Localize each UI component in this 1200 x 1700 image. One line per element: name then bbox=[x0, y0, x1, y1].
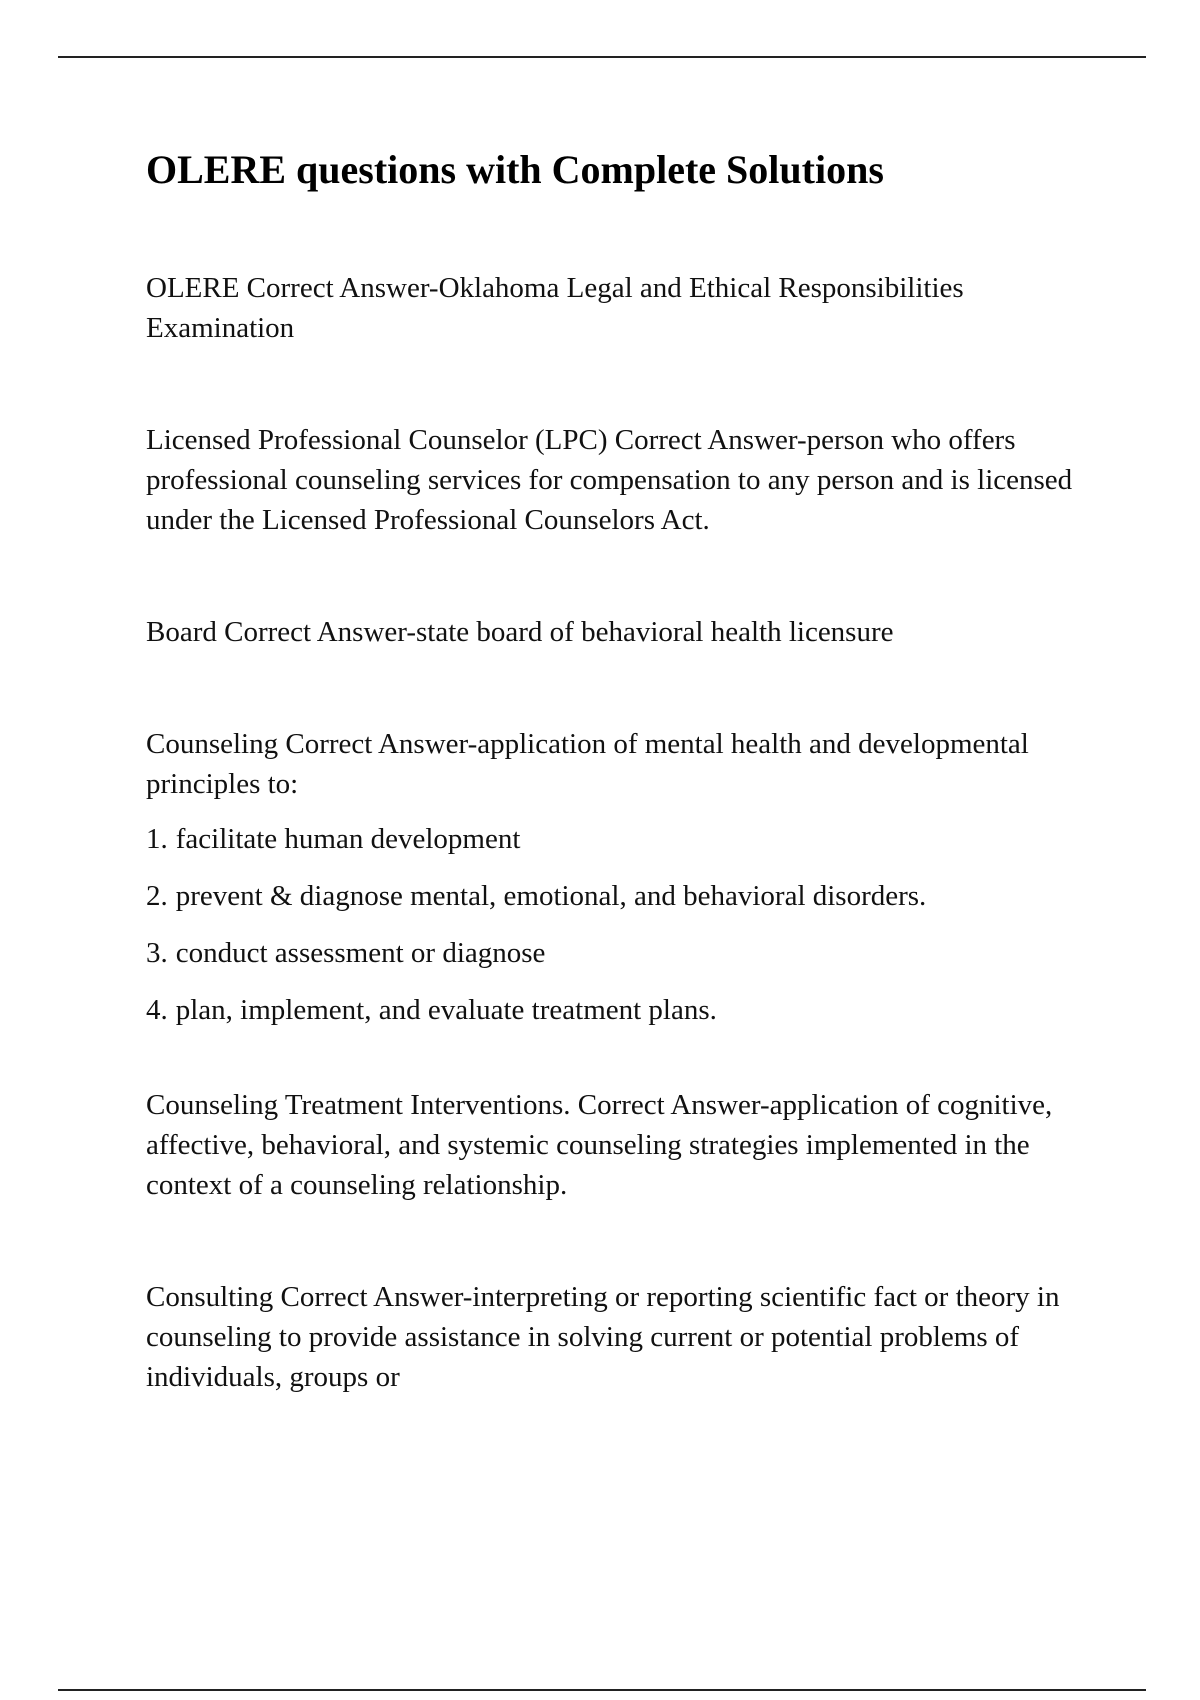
list-number: 1. bbox=[146, 823, 168, 855]
page-title: OLERE questions with Complete Solutions bbox=[146, 147, 884, 192]
counseling-principles-list bbox=[146, 819, 1086, 1030]
entry-lpc: Licensed Professional Counselor (LPC) Correct Answer-person who offers professional counseling services for compensation to any person and is licensed under the Licensed Professional Counselors Act. bbox=[146, 424, 1073, 536]
list-text: prevent & diagnose mental, emotional, and behavioral disorders. bbox=[175, 880, 927, 912]
list-item bbox=[146, 876, 1086, 916]
top-divider bbox=[58, 56, 1146, 58]
bottom-divider bbox=[58, 1689, 1146, 1691]
entry-olere: OLERE Correct Answer-Oklahoma Legal and Ethical Responsibilities Examination bbox=[146, 272, 964, 344]
document-body bbox=[146, 140, 1086, 1397]
entry-consulting: Consulting Correct Answer-interpreting or reporting scientific fact or theory in counseling to provide assistance in solving current or potential problems of individuals, groups or bbox=[146, 1281, 1060, 1393]
entry-treatment-interventions: Counseling Treatment Interventions. Correct Answer-application of cognitive, affective, behavioral, and systemic counseling strategies implemented in the context of a counseling relationship. bbox=[146, 1089, 1053, 1201]
entry-board: Board Correct Answer-state board of behavioral health licensure bbox=[146, 616, 894, 648]
entry-counseling: Counseling Correct Answer-application of mental health and developmental principles to: bbox=[146, 728, 1029, 800]
list-item bbox=[146, 990, 1086, 1030]
list-text: facilitate human development bbox=[175, 823, 521, 855]
list-text: plan, implement, and evaluate treatment plans. bbox=[175, 994, 717, 1026]
list-item bbox=[146, 933, 1086, 973]
list-number: 4. bbox=[146, 994, 168, 1026]
list-number: 2. bbox=[146, 880, 168, 912]
list-number: 3. bbox=[146, 937, 168, 969]
list-text: conduct assessment or diagnose bbox=[175, 937, 546, 969]
list-item bbox=[146, 819, 1086, 859]
